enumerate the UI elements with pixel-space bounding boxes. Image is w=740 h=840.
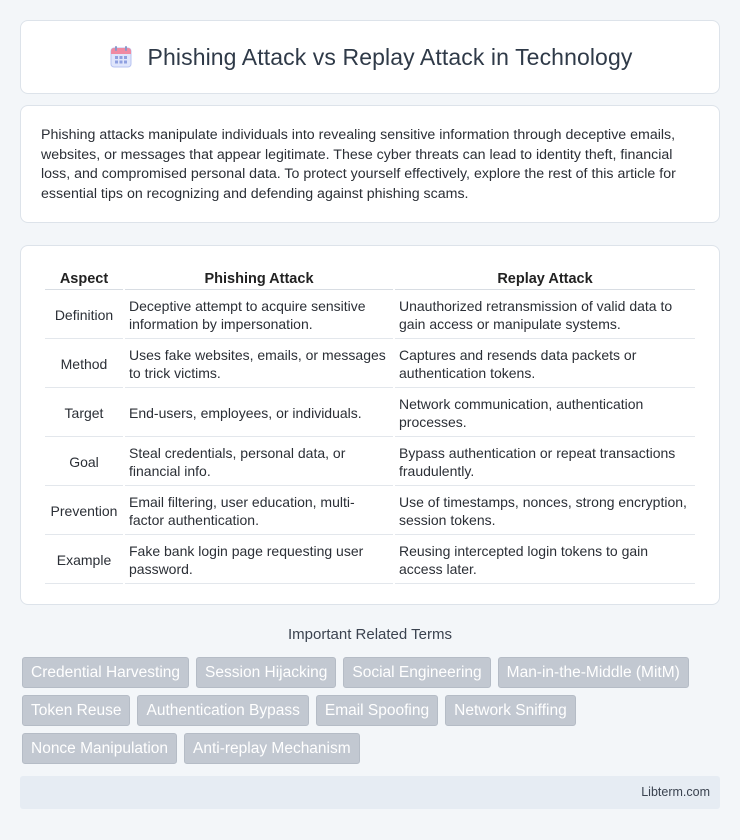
table-row xyxy=(45,488,695,535)
replay-cell: Use of timestamps, nonces, strong encryption, session tokens. xyxy=(395,488,695,535)
table-row xyxy=(45,439,695,486)
related-term-tag[interactable]: Session Hijacking xyxy=(196,657,336,688)
footer xyxy=(20,776,720,809)
replay-cell: Reusing intercepted login tokens to gain access later. xyxy=(395,537,695,584)
related-term-tag[interactable]: Nonce Manipulation xyxy=(22,733,177,764)
footer-site-link[interactable]: Libterm.com xyxy=(641,785,710,799)
replay-cell: Captures and resends data packets or authentication tokens. xyxy=(395,341,695,388)
aspect-cell: Goal xyxy=(45,439,123,486)
aspect-cell: Prevention xyxy=(45,488,123,535)
replay-cell: Unauthorized retransmission of valid data to gain access or manipulate systems. xyxy=(395,292,695,339)
intro-card xyxy=(20,105,720,223)
aspect-cell: Definition xyxy=(45,292,123,339)
header-phishing: Phishing Attack xyxy=(125,266,393,290)
header-card xyxy=(20,20,720,94)
aspect-cell: Target xyxy=(45,390,123,437)
header-aspect: Aspect xyxy=(45,266,123,290)
related-term-tag[interactable]: Anti-replay Mechanism xyxy=(184,733,360,764)
related-term-tag[interactable]: Social Engineering xyxy=(343,657,490,688)
related-terms-title: Important Related Terms xyxy=(288,626,452,643)
related-term-tag[interactable]: Email Spoofing xyxy=(316,695,438,726)
table-row xyxy=(45,341,695,388)
table-row xyxy=(45,390,695,437)
related-term-tag[interactable]: Network Sniffing xyxy=(445,695,576,726)
calendar-icon xyxy=(108,44,134,70)
table-row xyxy=(45,292,695,339)
phishing-cell: Steal credentials, personal data, or financial info. xyxy=(125,439,393,486)
phishing-cell: Email filtering, user education, multi-factor authentication. xyxy=(125,488,393,535)
table-row xyxy=(45,537,695,584)
aspect-cell: Example xyxy=(45,537,123,584)
related-term-tag[interactable]: Authentication Bypass xyxy=(137,695,308,726)
replay-cell: Bypass authentication or repeat transactions fraudulently. xyxy=(395,439,695,486)
phishing-cell: Fake bank login page requesting user password. xyxy=(125,537,393,584)
intro-text: Phishing attacks manipulate individuals into revealing sensitive information through deceptive emails, websites, or messages that appear legitimate. These cyber threats can lead to identity theft, financial loss, and compromised personal data. To protect yourself effectively, explore the rest of this article for essential tips on recognizing and defending against phishing scams. xyxy=(41,127,676,202)
related-term-tag[interactable]: Man-in-the-Middle (MitM) xyxy=(498,657,689,688)
related-terms-list xyxy=(22,657,722,764)
page-title: Phishing Attack vs Replay Attack in Technology xyxy=(147,43,633,70)
related-term-tag[interactable]: Token Reuse xyxy=(22,695,130,726)
phishing-cell: End-users, employees, or individuals. xyxy=(125,390,393,437)
replay-cell: Network communication, authentication processes. xyxy=(395,390,695,437)
related-term-tag[interactable]: Credential Harvesting xyxy=(22,657,189,688)
header-replay: Replay Attack xyxy=(395,266,695,290)
comparison-card xyxy=(20,245,720,605)
comparison-table xyxy=(43,264,697,586)
aspect-cell: Method xyxy=(45,341,123,388)
phishing-cell: Deceptive attempt to acquire sensitive information by impersonation. xyxy=(125,292,393,339)
phishing-cell: Uses fake websites, emails, or messages to trick victims. xyxy=(125,341,393,388)
